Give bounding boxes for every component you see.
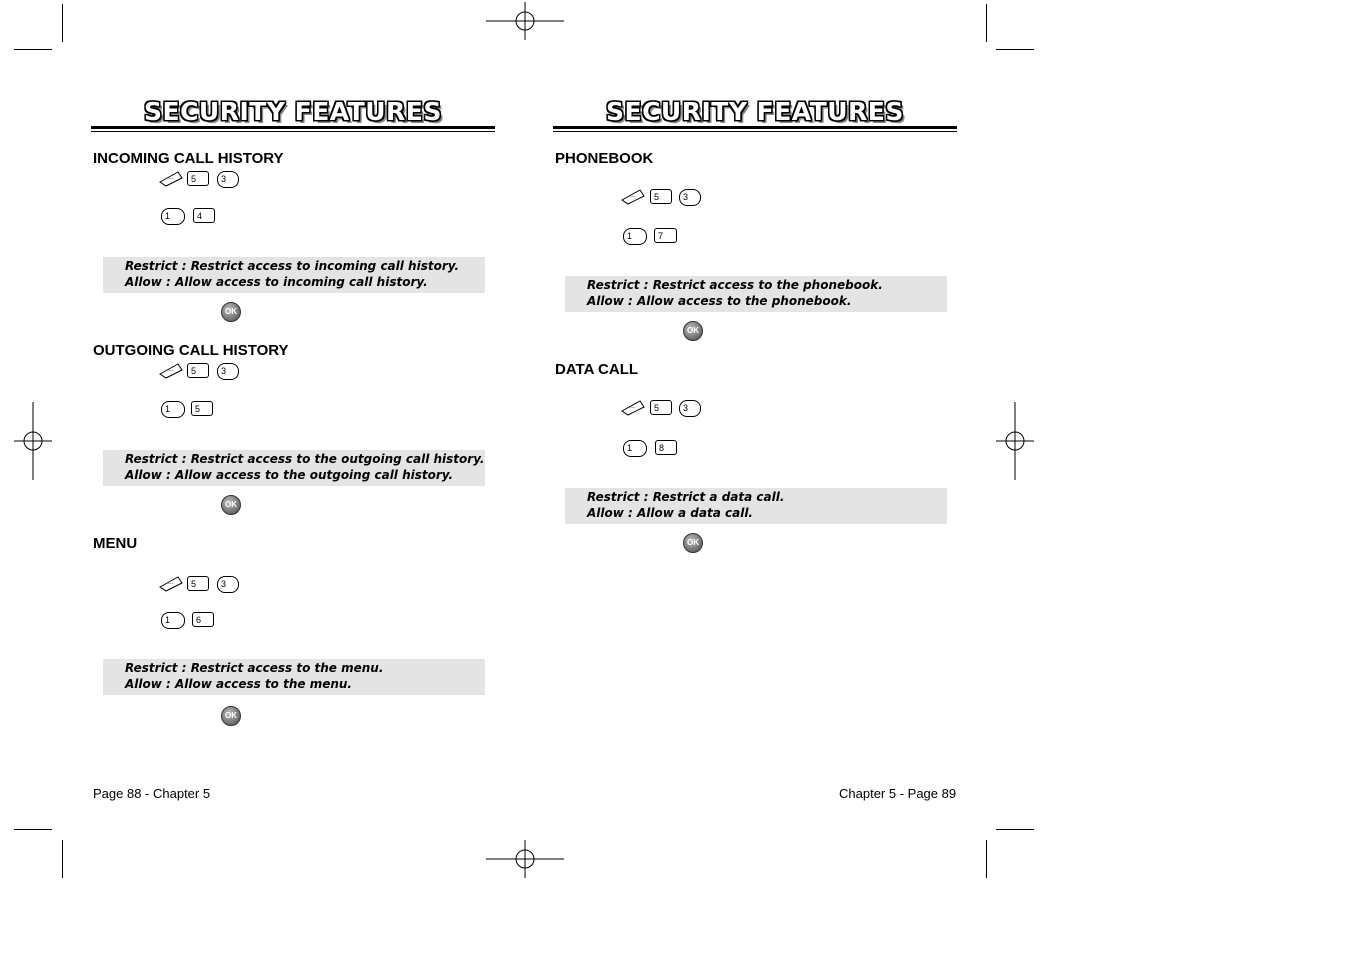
key-button: 1	[623, 440, 647, 457]
crop-mark	[62, 4, 63, 42]
key-button: 3	[217, 363, 239, 380]
key-button: 5	[650, 189, 672, 204]
allow-text: Allow : Allow access to incoming call history.	[125, 275, 428, 289]
restrict-text: Restrict : Restrict access to the menu.	[125, 661, 384, 675]
svg-text:···: ···	[168, 176, 174, 183]
allow-text: Allow : Allow access to the menu.	[125, 677, 352, 691]
crop-mark	[986, 4, 987, 42]
allow-text: Allow : Allow access to the phonebook.	[587, 294, 852, 308]
crop-mark	[14, 49, 52, 50]
ok-key-icon: OK	[683, 533, 703, 553]
ok-key-icon: OK	[221, 302, 241, 322]
restrict-text: Restrict : Restrict access to the phonebook.	[587, 278, 883, 292]
restrict-allow-note	[103, 659, 485, 695]
key-button: 1	[161, 208, 185, 225]
key-button: 3	[217, 171, 239, 188]
restrict-allow-note	[565, 276, 947, 312]
title-rule	[553, 126, 957, 129]
ok-key-icon: OK	[221, 706, 241, 726]
key-button: 5	[650, 400, 672, 415]
crop-mark	[14, 829, 52, 830]
key-button: 1	[623, 228, 647, 245]
allow-text: Allow : Allow a data call.	[587, 506, 753, 520]
key-button: 1	[161, 401, 185, 418]
menu-soft-key-icon	[158, 362, 184, 380]
section-heading: MENU	[93, 535, 138, 552]
restrict-allow-note	[103, 450, 485, 486]
key-button: 7	[654, 228, 677, 243]
page-title: SECURITY FEATURES	[606, 97, 904, 126]
menu-soft-key-icon	[620, 399, 646, 417]
crop-mark	[996, 49, 1034, 50]
key-button: 5	[187, 171, 209, 186]
svg-text:···: ···	[168, 368, 174, 375]
crop-mark	[986, 840, 987, 878]
crop-mark	[62, 840, 63, 878]
section-heading: OUTGOING CALL HISTORY	[93, 342, 289, 359]
restrict-text: Restrict : Restrict access to the outgoing call history.	[125, 452, 485, 466]
key-button: 5	[191, 401, 213, 416]
title-rule	[91, 126, 495, 129]
key-button: 3	[679, 400, 701, 417]
restrict-text: Restrict : Restrict access to incoming call history.	[125, 259, 460, 273]
key-button: 3	[217, 576, 239, 593]
title-rule	[553, 131, 957, 132]
registration-mark	[996, 402, 1034, 480]
page-footer: Chapter 5 - Page 89	[839, 786, 957, 801]
key-button: 4	[193, 208, 215, 223]
key-button: 3	[679, 189, 701, 206]
key-button: 6	[192, 612, 214, 627]
ok-key-icon: OK	[221, 495, 241, 515]
section-heading: INCOMING CALL HISTORY	[93, 150, 284, 167]
title-rule	[91, 131, 495, 132]
registration-mark	[486, 840, 564, 878]
registration-mark	[486, 2, 564, 40]
section-heading: DATA CALL	[555, 361, 639, 378]
svg-text:···: ···	[630, 405, 636, 412]
svg-text:···: ···	[168, 581, 174, 588]
restrict-allow-note	[565, 488, 947, 524]
restrict-text: Restrict : Restrict a data call.	[587, 490, 785, 504]
menu-soft-key-icon	[620, 188, 646, 206]
restrict-allow-note	[103, 257, 485, 293]
key-button: 5	[187, 363, 209, 378]
ok-key-icon: OK	[683, 321, 703, 341]
section-heading: PHONEBOOK	[555, 150, 654, 167]
page-footer: Page 88 - Chapter 5	[93, 786, 211, 801]
key-button: 8	[655, 440, 677, 455]
page-title: SECURITY FEATURES	[144, 97, 442, 126]
key-button: 5	[187, 576, 209, 591]
key-button: 1	[161, 612, 185, 629]
registration-mark	[14, 402, 52, 480]
crop-mark	[996, 829, 1034, 830]
svg-text:···: ···	[630, 194, 636, 201]
menu-soft-key-icon	[158, 170, 184, 188]
menu-soft-key-icon	[158, 575, 184, 593]
allow-text: Allow : Allow access to the outgoing call history.	[125, 468, 454, 482]
